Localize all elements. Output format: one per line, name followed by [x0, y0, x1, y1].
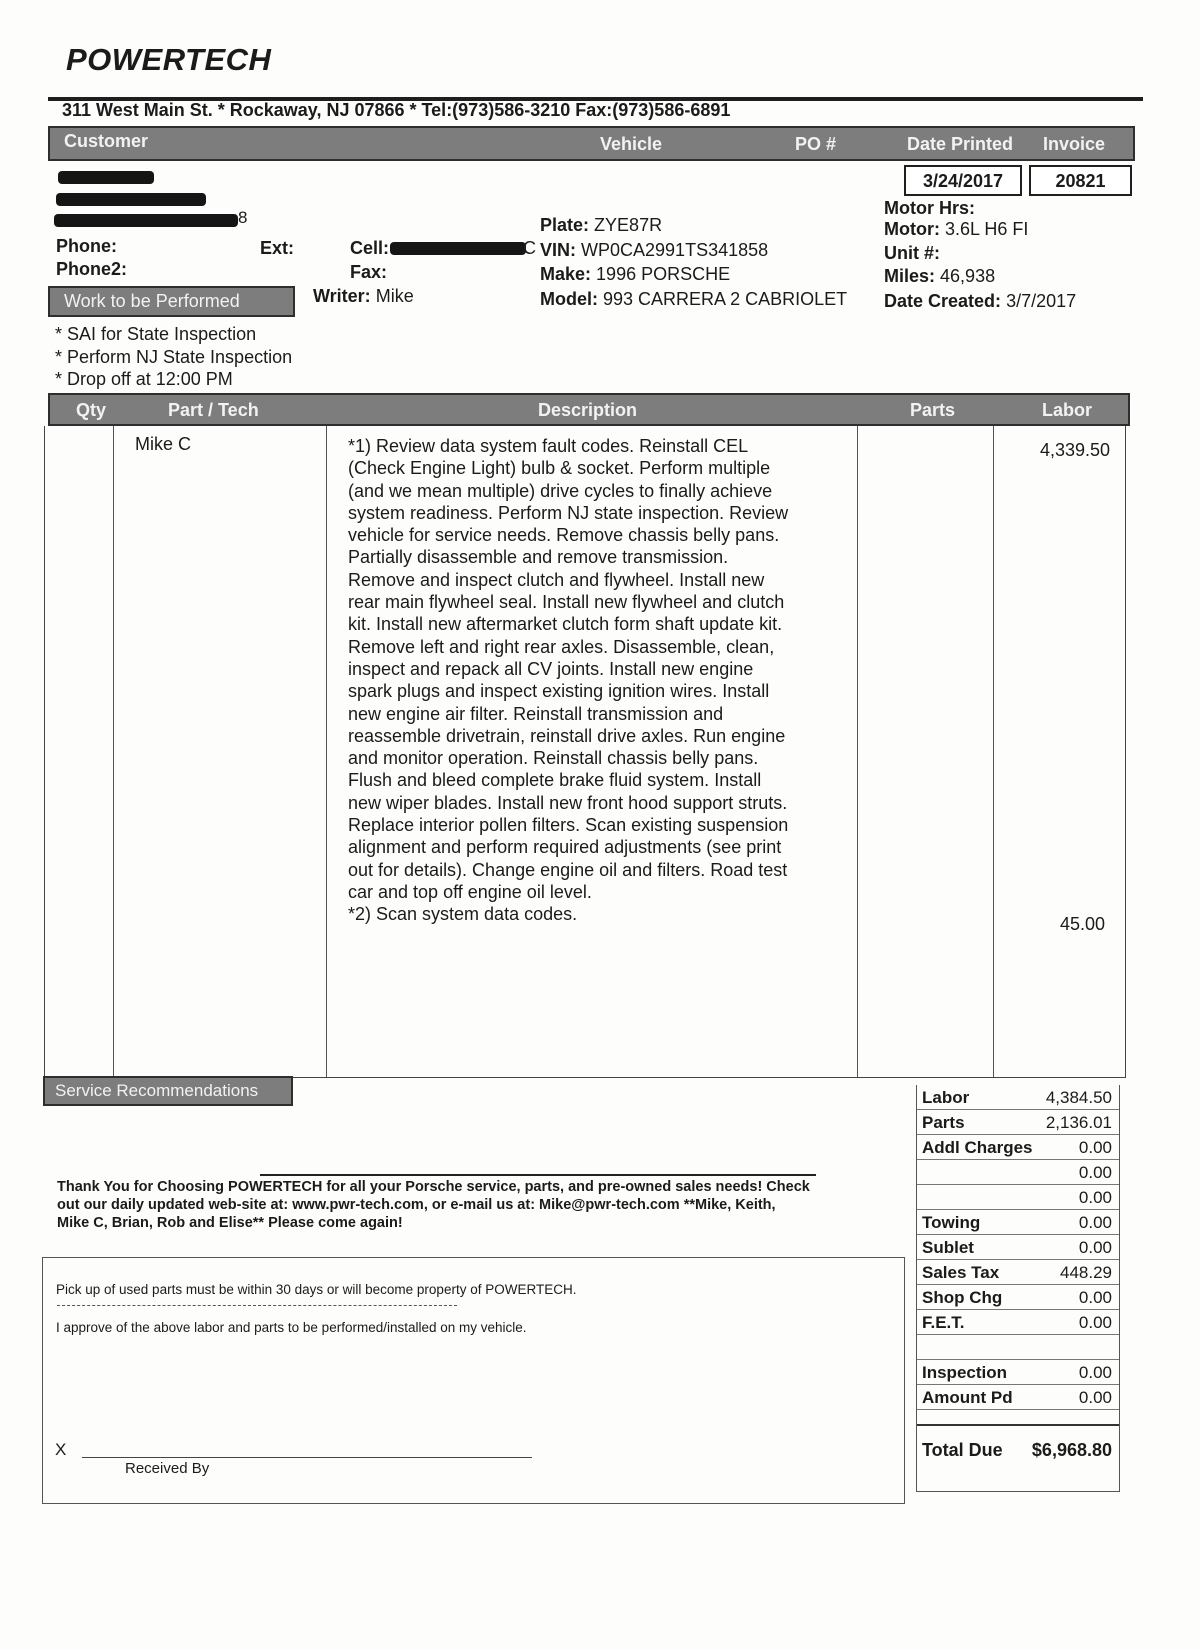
description-line: and monitor operation. Reinstall chassis belly pans.: [348, 748, 759, 769]
total-value: 2,136.01: [1045, 1113, 1112, 1132]
description-line: out for details). Change engine oil and filters. Road test: [348, 859, 788, 880]
ext-label: Ext:: [260, 238, 295, 258]
plate-row: [540, 215, 662, 236]
phone-label: Phone:: [56, 236, 117, 256]
total-row-addl-charges: [917, 1135, 1119, 1160]
invoice-header: Invoice: [1043, 134, 1106, 154]
totals-panel: [916, 1085, 1120, 1492]
description-line: vehicle for service needs. Remove chassis belly pans.: [348, 525, 780, 546]
total-value: 0.00: [1078, 1238, 1112, 1257]
description-line: rear main flywheel seal. Install new flywheel and clutch: [348, 592, 785, 613]
description-line: car and top off engine oil level.: [348, 881, 592, 902]
totals-spacer: [917, 1410, 1119, 1424]
description-line: Partially disassemble and remove transmission.: [348, 547, 729, 568]
total-value: 0.00: [1078, 1313, 1112, 1332]
description-header: Description: [538, 400, 638, 420]
description-line: system readiness. Perform NJ state inspection. Review: [348, 502, 789, 523]
total-label: Shop Chg: [922, 1288, 1003, 1307]
miles-value: 46,938: [940, 266, 996, 286]
work-item: * Drop off at 12:00 PM: [55, 369, 233, 389]
miles-row: [884, 266, 995, 287]
total-value: 0.00: [1078, 1188, 1112, 1207]
column-divider: [113, 426, 114, 1077]
vin-value: WP0CA2991TS341858: [581, 240, 769, 260]
address-zip-tail: 8: [238, 208, 248, 227]
total-label: Labor: [922, 1088, 970, 1107]
motor-row: [884, 219, 1028, 240]
customer-header: Customer: [64, 131, 149, 151]
description-line: *1) Review data system fault codes. Reinstall CEL: [348, 436, 749, 456]
description-line: inspect and repack all CV joints. Install new engine: [348, 658, 754, 679]
total-label: Amount Pd: [922, 1388, 1013, 1407]
invoice-number: 20821: [1029, 165, 1132, 196]
plate-label: Plate:: [540, 215, 590, 235]
company-address: 311 West Main St. * Rockaway, NJ 07866 * Tel:(973)586-3210 Fax:(973)586-6891: [62, 100, 731, 120]
total-row-blank: [917, 1160, 1119, 1185]
column-divider: [857, 426, 858, 1077]
received-by-label: Received By: [125, 1460, 210, 1477]
total-row-sales-tax: [917, 1260, 1119, 1285]
model-value: 993 CARRERA 2 CABRIOLET: [603, 289, 848, 309]
description-line: reassemble drivetrain, reinstall drive axles. Run engine: [348, 725, 786, 746]
description-line: Flush and bleed complete brake fluid system. Install: [348, 770, 762, 791]
make-row: [540, 264, 730, 285]
total-row-amount-pd: [917, 1385, 1119, 1410]
fax-label: Fax:: [350, 262, 388, 282]
thanks-line: out our daily updated web-site at: www.pwr-tech.com, or e-mail us at: Mike@pwr-tech.com **Mike, Keith,: [57, 1197, 776, 1213]
total-value: 0.00: [1078, 1388, 1112, 1407]
writer-label: Writer:: [313, 286, 371, 306]
description-line: Remove left and right rear axles. Disassemble, clean,: [348, 636, 775, 657]
redacted-cell-number: [390, 242, 526, 255]
phone2-label: Phone2:: [56, 259, 128, 279]
total-row-sublet: [917, 1235, 1119, 1260]
cell-label: Cell:: [350, 238, 390, 258]
header-bar: [48, 126, 1135, 161]
work-to-be-performed-label: Work to be Performed: [48, 286, 295, 317]
date-printed-header: Date Printed: [907, 134, 1014, 154]
description-line: *2) Scan system data codes.: [348, 904, 578, 925]
motor-label: Motor:: [884, 219, 940, 239]
motor-value: 3.6L H6 FI: [945, 219, 1029, 239]
total-row-blank: [917, 1335, 1119, 1360]
total-value: 0.00: [1078, 1138, 1112, 1157]
pickup-notice: Pick up of used parts must be within 30 days or will become property of POWERTECH.: [56, 1282, 577, 1297]
description-line: (Check Engine Light) bulb & socket. Perform multiple: [348, 458, 771, 479]
po-header: PO #: [795, 134, 837, 154]
cell-tail: C: [523, 238, 536, 258]
total-label: Sales Tax: [922, 1263, 1000, 1282]
total-value: 448.29: [1060, 1263, 1112, 1282]
notice-divider: [57, 1305, 457, 1306]
company-name: POWERTECH: [66, 42, 272, 77]
total-row-shop-chg: [917, 1285, 1119, 1310]
column-divider: [993, 426, 994, 1077]
redacted-customer-name: [58, 171, 154, 184]
description-line: kit. Install new aftermarket clutch form shaft update kit.: [348, 614, 783, 635]
date-created-value: 3/7/2017: [1006, 291, 1077, 311]
total-label: Sublet: [922, 1238, 974, 1257]
model-row: [540, 289, 847, 310]
tech-name: Mike C: [135, 434, 192, 454]
make-value: 1996 PORSCHE: [596, 264, 731, 284]
total-label: Parts: [922, 1113, 965, 1132]
parts-header: Parts: [910, 400, 956, 420]
total-due-row: [917, 1424, 1119, 1492]
labor-header: Labor: [1042, 400, 1093, 420]
total-row-inspection: [917, 1360, 1119, 1385]
total-row-labor: [917, 1085, 1119, 1110]
description-line: new wiper blades. Install new front hood support struts.: [348, 792, 788, 813]
total-value: 4,384.50: [1045, 1088, 1112, 1107]
date-printed-value: 3/24/2017: [904, 165, 1022, 196]
vehicle-header: Vehicle: [600, 134, 663, 154]
total-row-blank: [917, 1185, 1119, 1210]
date-created-row: [884, 291, 1076, 312]
total-label: Towing: [922, 1213, 981, 1232]
total-due-label: Total Due: [922, 1440, 1003, 1460]
approval-statement: I approve of the above labor and parts to be performed/installed on my vehicle.: [56, 1320, 527, 1335]
work-item: * SAI for State Inspection: [55, 324, 257, 344]
description-line: Replace interior pollen filters. Scan existing suspension: [348, 815, 789, 836]
total-value: 0.00: [1078, 1163, 1112, 1182]
total-due-value: $6,968.80: [1031, 1440, 1112, 1460]
total-value: 0.00: [1078, 1213, 1112, 1232]
vin-label: VIN:: [540, 240, 576, 260]
description-line: spark plugs and inspect existing ignition wires. Install: [348, 681, 770, 702]
part-tech-header: Part / Tech: [168, 400, 259, 420]
description-line: alignment and perform required adjustments (see print: [348, 837, 782, 858]
total-row-parts: [917, 1110, 1119, 1135]
vin-row: [540, 240, 768, 261]
writer-row: [313, 286, 414, 307]
description-line: new engine air filter. Reinstall transmission and: [348, 703, 724, 724]
total-label: Inspection: [922, 1363, 1008, 1382]
thanks-rule: [260, 1174, 816, 1176]
date-created-label: Date Created:: [884, 291, 1002, 311]
unit-label: Unit #:: [884, 243, 940, 263]
redacted-customer-street: [56, 193, 206, 206]
description-line: Remove and inspect clutch and flywheel. Install new: [348, 569, 765, 590]
total-value: 0.00: [1078, 1363, 1112, 1382]
service-recommendations-label: Service Recommendations: [43, 1076, 293, 1106]
motor-hrs-label: Motor Hrs:: [884, 198, 975, 218]
labor-line-1: 4,339.50: [1040, 440, 1111, 460]
signature-x: X: [55, 1440, 67, 1459]
signature-line[interactable]: [82, 1457, 532, 1458]
writer-value: Mike: [375, 286, 414, 306]
thanks-line: Mike C, Brian, Rob and Elise** Please come again!: [57, 1215, 403, 1231]
total-row-towing: [917, 1210, 1119, 1235]
work-description: [348, 435, 848, 926]
line-items-header: [48, 393, 1130, 426]
total-value: 0.00: [1078, 1288, 1112, 1307]
labor-line-2: 45.00: [1060, 914, 1106, 934]
description-line: (and we mean multiple) drive cycles to finally achieve: [348, 480, 773, 501]
total-label: F.E.T.: [922, 1313, 965, 1332]
thanks-line: Thank You for Choosing POWERTECH for all your Porsche service, parts, and pre-owned sales needs! Check: [57, 1179, 810, 1195]
total-row-fet: [917, 1310, 1119, 1335]
column-divider: [326, 426, 327, 1077]
work-item: * Perform NJ State Inspection: [55, 347, 293, 367]
total-label: Addl Charges: [922, 1138, 1033, 1157]
qty-header: Qty: [76, 400, 107, 420]
redacted-customer-city: [54, 214, 238, 227]
miles-label: Miles:: [884, 266, 936, 286]
model-label: Model:: [540, 289, 598, 309]
thank-you-message: [57, 1178, 887, 1232]
make-label: Make:: [540, 264, 592, 284]
plate-value: ZYE87R: [594, 215, 663, 235]
